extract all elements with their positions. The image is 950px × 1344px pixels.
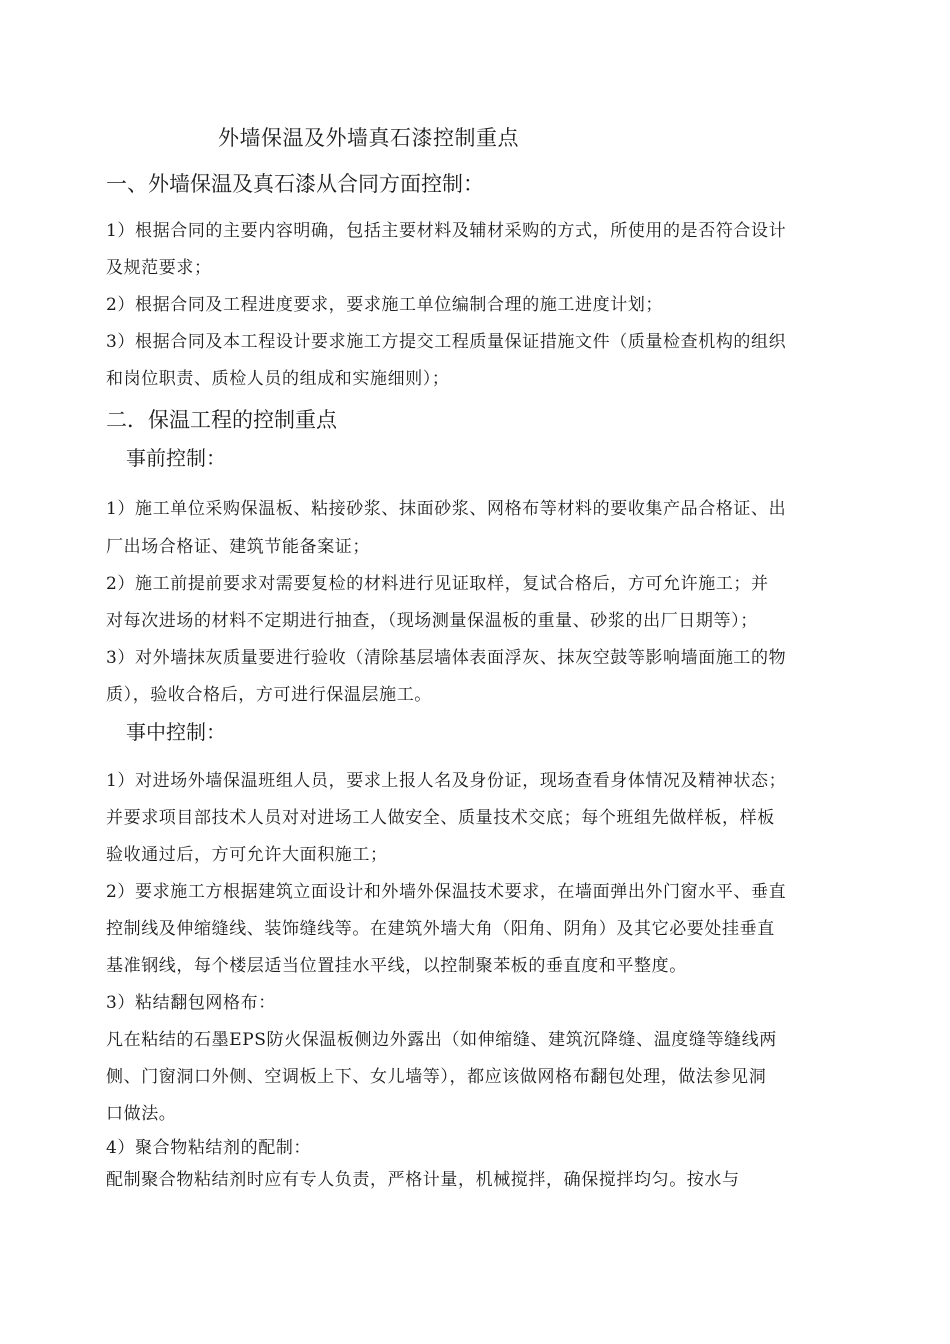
pre-item3-line1: 3）对外墙抹灰质量要进行验收（清除基层墙体表面浮灰、抹灰空鼓等影响墙面施工的物 (106, 648, 787, 668)
section1-item1-line2: 及规范要求； (106, 258, 212, 278)
mid-control-heading: 事中控制： (126, 720, 226, 744)
section2-heading: 二．保温工程的控制重点 (106, 408, 337, 432)
mid-item1-line1: 1）对进场外墙保温班组人员，要求上报人名及身份证，现场查看身体情况及精神状态； (106, 771, 787, 791)
mid-item1-line3: 验收通过后，方可允许大面积施工； (106, 845, 388, 865)
pre-item1-line2: 厂出场合格证、建筑节能备案证； (106, 537, 370, 557)
mid-item4-line1: 4）聚合物粘结剂的配制： (106, 1138, 312, 1158)
mid-item3-body-line3: 口做法。 (106, 1104, 177, 1124)
section1-item2-line1: 2）根据合同及工程进度要求，要求施工单位编制合理的施工进度计划； (106, 295, 664, 315)
pre-control-heading: 事前控制： (126, 446, 226, 470)
section1-item3-line1: 3）根据合同及本工程设计要求施工方提交工程质量保证措施文件（质量检查机构的组织 (106, 332, 787, 352)
mid-item2-line3: 基准钢线，每个楼层适当位置挂水平线，以控制聚苯板的垂直度和平整度。 (106, 956, 687, 976)
document-title: 外墙保温及外墙真石漆控制重点 (218, 126, 519, 150)
section1-heading: 一、外墙保温及真石漆从合同方面控制： (106, 172, 484, 196)
section1-item3-line2: 和岗位职责、质检人员的组成和实施细则）； (106, 369, 450, 389)
pre-item2-line2: 对每次进场的材料不定期进行抽查，（现场测量保温板的重量、砂浆的出厂日期等）； (106, 611, 758, 631)
pre-item3-line2: 质），验收合格后，方可进行保温层施工。 (106, 685, 432, 705)
mid-item1-line2: 并要求项目部技术人员对对进场工人做安全、质量技术交底；每个班组先做样板，样板 (106, 808, 775, 828)
mid-item4-body-line1: 配制聚合物粘结剂时应有专人负责，严格计量，机械搅拌，确保搅拌均匀。按水与 (106, 1170, 740, 1190)
pre-item2-line1: 2）施工前提前要求对需要复检的材料进行见证取样，复试合格后，方可允许施工；并 (106, 574, 769, 594)
section1-item1-line1: 1）根据合同的主要内容明确，包括主要材料及辅材采购的方式，所使用的是否符合设计 (106, 221, 787, 241)
mid-item3-line1: 3）粘结翻包网格布： (106, 993, 276, 1013)
mid-item2-line1: 2）要求施工方根据建筑立面设计和外墙外保温技术要求，在墙面弹出外门窗水平、垂直 (106, 882, 787, 902)
mid-item3-body-line1: 凡在粘结的石墨EPS防火保温板侧边外露出（如伸缩缝、建筑沉降缝、温度缝等缝线两 (106, 1030, 777, 1050)
pre-item1-line1: 1）施工单位采购保温板、粘接砂浆、抹面砂浆、网格布等材料的要收集产品合格证、出 (106, 499, 787, 519)
mid-item2-line2: 控制线及伸缩缝线、装饰缝线等。在建筑外墙大角（阳角、阴角）及其它必要处挂垂直 (106, 919, 775, 939)
mid-item3-body-line2: 侧、门窗洞口外侧、空调板上下、女儿墙等），都应该做网格布翻包处理，做法参见洞 (106, 1067, 767, 1087)
